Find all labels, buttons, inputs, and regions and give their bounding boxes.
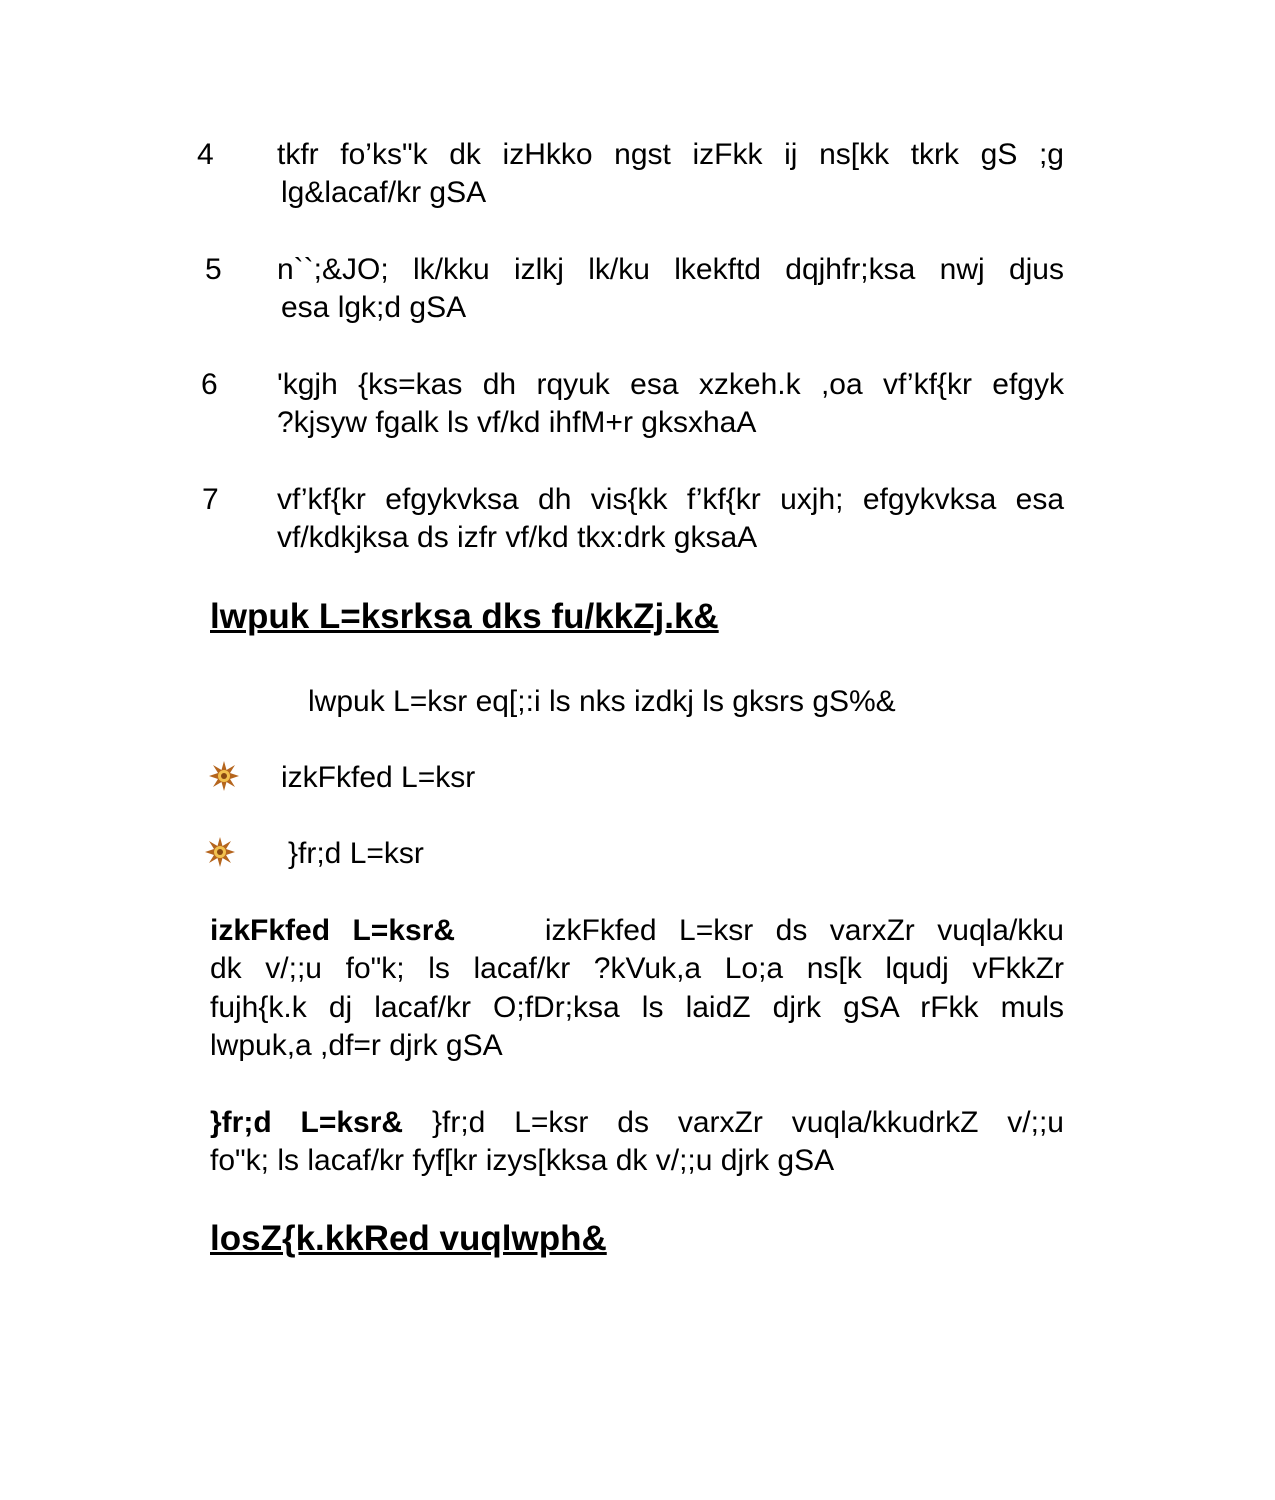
list-number: 4 <box>197 138 214 171</box>
star-burst-icon <box>209 761 239 796</box>
list-item-line: 'kgjh {ks=kas dh rqyuk esa xzkeh.k ,oa vf’kf{kr efgyk <box>277 368 1064 401</box>
intro-text: lwpuk L=ksr eq[;:i ls nks izdkj ls gksrs gS%& <box>308 685 896 718</box>
list-number: 5 <box>205 253 222 286</box>
list-number: 7 <box>202 483 219 516</box>
bullet-item <box>0 835 1275 875</box>
paragraph-secondary-source <box>210 1104 1064 1181</box>
list-item-line: lg&lacaf/kr gSA <box>281 176 487 209</box>
paragraph-line: lwpuk,a ,df=r djrk gSA <box>210 1028 503 1062</box>
star-burst-icon <box>205 837 235 872</box>
paragraph-line: fo"k; ls lacaf/kr fyf[kr izys[kksa dk v/;;u djrk gSA <box>210 1144 835 1178</box>
paragraph-text: izkFkfed L=ksr ds varxZr vuqla/kku <box>544 914 1064 947</box>
list-item-line: tkfr fo’ks"k dk izHkko ngst izFkk ij ns[kk tkrk gS ;g <box>277 138 1064 171</box>
list-item-line: ?kjsyw fgalk ls vf/kd ihfM+r gksxhaA <box>277 406 757 439</box>
bullet-item <box>0 759 1275 799</box>
list-number: 6 <box>201 368 218 401</box>
bullet-text: izkFkfed L=ksr <box>281 761 476 794</box>
paragraph-term: izkFkfed L=ksr& <box>210 914 456 947</box>
section-heading: lwpuk L=ksrksa dks fu/kkZj.k& <box>210 597 719 636</box>
list-item-line: vf/kdkjksa ds izfr vf/kd tkx:drk gksaA <box>277 521 758 554</box>
list-item-line: esa lgk;d gSA <box>281 291 467 324</box>
paragraph-line: dk v/;;u fo"k; ls lacaf/kr ?kVuk,a Lo;a ns[k lqudj vFkkZr <box>210 952 1064 986</box>
list-item-line: vf’kf{kr efgykvksa dh vis{kk f’kf{kr uxjh; efgykvksa esa <box>277 483 1064 516</box>
paragraph-term: }fr;d L=ksr& <box>210 1106 404 1139</box>
list-item-line: n``;&JO; lk/kku izlkj lk/ku lkekftd dqjhfr;ksa nwj djus <box>277 253 1064 286</box>
paragraph-line: fujh{k.k dj lacaf/kr O;fDr;ksa ls laidZ djrk gSA rFkk muls <box>210 990 1064 1024</box>
paragraph-text: }fr;d L=ksr ds varxZr vuqla/kkudrkZ v/;;u <box>431 1106 1064 1139</box>
paragraph-primary-source <box>210 912 1064 1065</box>
section-heading: losZ{k.kkRed vuqlwph& <box>210 1219 607 1258</box>
bullet-text: }fr;d L=ksr <box>288 837 424 870</box>
